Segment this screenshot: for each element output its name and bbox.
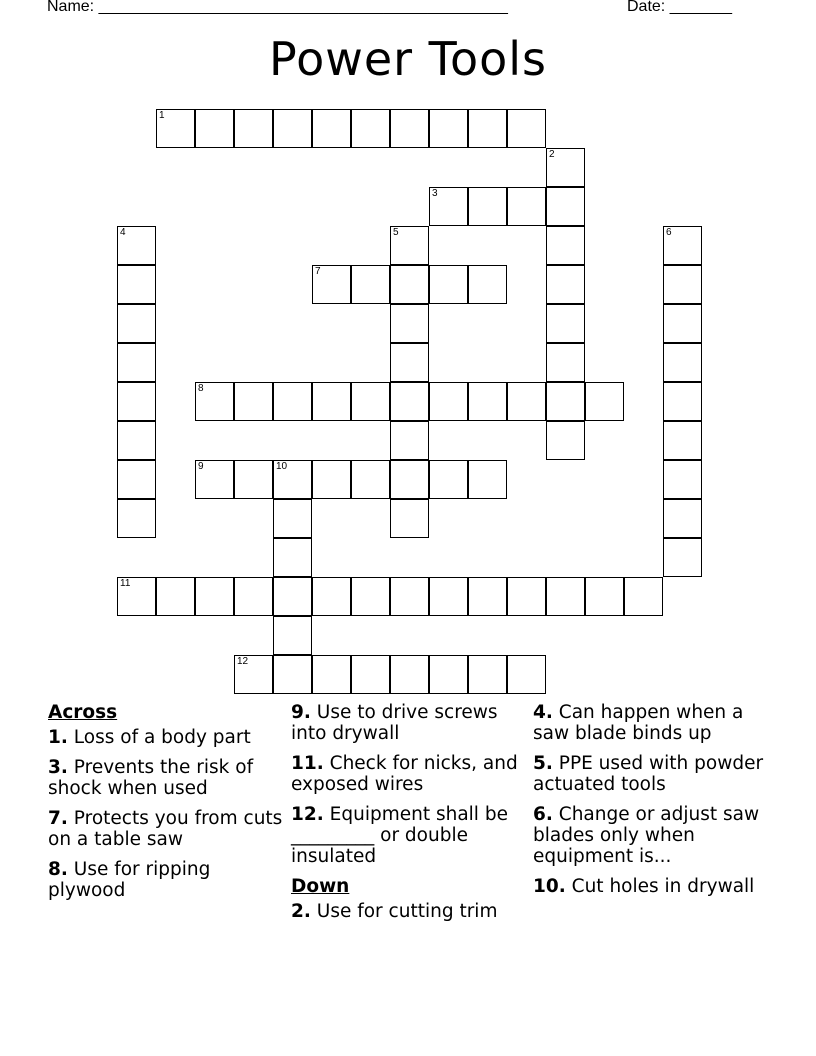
- clue-number: 4: [120, 227, 126, 238]
- grid-cell[interactable]: [390, 499, 429, 538]
- grid-cell[interactable]: [390, 304, 429, 343]
- grid-cell[interactable]: [156, 109, 195, 148]
- grid-cell[interactable]: [507, 382, 546, 421]
- grid-cell[interactable]: [273, 616, 312, 655]
- grid-cell[interactable]: [585, 577, 624, 616]
- grid-cell[interactable]: [390, 343, 429, 382]
- grid-cell[interactable]: [468, 109, 507, 148]
- grid-cell[interactable]: [429, 265, 468, 304]
- grid-cell[interactable]: [351, 577, 390, 616]
- grid-cell[interactable]: [468, 187, 507, 226]
- clue-down-5: 5. PPE used with powder actuated tools: [533, 753, 764, 795]
- grid-cell[interactable]: [390, 577, 429, 616]
- grid-cell[interactable]: [468, 265, 507, 304]
- grid-cell[interactable]: [546, 265, 585, 304]
- grid-cell[interactable]: [351, 382, 390, 421]
- grid-cell[interactable]: [507, 655, 546, 694]
- grid-cell[interactable]: [663, 226, 702, 265]
- grid-cell[interactable]: [429, 187, 468, 226]
- grid-cell[interactable]: [663, 499, 702, 538]
- grid-cell[interactable]: [390, 421, 429, 460]
- clue-across-12: 12. Equipment shall be _________ or double insulated: [291, 804, 508, 867]
- grid-cell[interactable]: [585, 382, 624, 421]
- clue-number: 3: [432, 188, 438, 199]
- grid-cell[interactable]: [273, 460, 312, 499]
- grid-cell[interactable]: [429, 109, 468, 148]
- grid-cell[interactable]: [234, 655, 273, 694]
- grid-cell[interactable]: [663, 382, 702, 421]
- clue-number: 8: [198, 383, 204, 394]
- clue-number: 9: [198, 461, 204, 472]
- grid-cell[interactable]: [273, 499, 312, 538]
- grid-cell[interactable]: [273, 538, 312, 577]
- clue-across-1: 1. Loss of a body part: [48, 727, 251, 748]
- grid-cell[interactable]: [546, 187, 585, 226]
- grid-cell[interactable]: [507, 187, 546, 226]
- clue-across-9: 9. Use to drive screws into drywall: [291, 702, 498, 744]
- clue-across-11: 11. Check for nicks, and exposed wires: [291, 753, 518, 795]
- grid-cell[interactable]: [546, 148, 585, 187]
- grid-cell[interactable]: [117, 499, 156, 538]
- clue-across-8: 8. Use for ripping plywood: [48, 859, 211, 901]
- clue-number: 6: [666, 227, 672, 238]
- grid-cell[interactable]: [663, 265, 702, 304]
- grid-cell[interactable]: [546, 577, 585, 616]
- clue-across-7: 7. Protects you from cuts on a table saw: [48, 808, 283, 850]
- grid-cell[interactable]: [351, 265, 390, 304]
- grid-cell[interactable]: [390, 226, 429, 265]
- grid-cell[interactable]: [195, 577, 234, 616]
- grid-cell[interactable]: [351, 109, 390, 148]
- grid-cell[interactable]: [312, 382, 351, 421]
- grid-cell[interactable]: [117, 304, 156, 343]
- grid-cell[interactable]: [468, 460, 507, 499]
- across-heading: Across: [48, 702, 118, 723]
- grid-cell[interactable]: [390, 460, 429, 499]
- page-title: Power Tools: [268, 32, 547, 86]
- grid-cell[interactable]: [624, 577, 663, 616]
- grid-cell[interactable]: [546, 421, 585, 460]
- clue-number: 5: [393, 227, 399, 238]
- grid-cell[interactable]: [507, 577, 546, 616]
- clue-number: 12: [237, 656, 249, 667]
- grid-cell[interactable]: [663, 421, 702, 460]
- clues-column-2: [291, 702, 527, 931]
- grid-cell[interactable]: [312, 109, 351, 148]
- grid-cell[interactable]: [390, 655, 429, 694]
- grid-cell[interactable]: [663, 460, 702, 499]
- clue-down-4: 4. Can happen when a saw blade binds up: [533, 702, 744, 744]
- grid-cell[interactable]: [273, 109, 312, 148]
- down-heading: Down: [291, 876, 350, 897]
- grid-cell[interactable]: [429, 577, 468, 616]
- grid-cell[interactable]: [117, 577, 156, 616]
- grid-cell[interactable]: [156, 577, 195, 616]
- clue-down-6: 6. Change or adjust saw blades only when equipment is...: [533, 804, 760, 867]
- grid-cell[interactable]: [117, 382, 156, 421]
- grid-cell[interactable]: [273, 577, 312, 616]
- grid-cell[interactable]: [390, 382, 429, 421]
- clue-number: 2: [549, 149, 555, 160]
- grid-cell[interactable]: [351, 460, 390, 499]
- grid-cell[interactable]: [117, 460, 156, 499]
- grid-cell[interactable]: [468, 655, 507, 694]
- grid-cell[interactable]: [429, 460, 468, 499]
- grid-cell[interactable]: [468, 382, 507, 421]
- clue-number: 10: [276, 461, 288, 472]
- grid-cell[interactable]: [195, 109, 234, 148]
- clues-column-3: [533, 702, 769, 906]
- grid-cell[interactable]: [273, 655, 312, 694]
- grid-cell[interactable]: [234, 577, 273, 616]
- name-field-label[interactable]: Name: ______________________________________________: [47, 0, 508, 15]
- grid-cell[interactable]: [117, 265, 156, 304]
- grid-cell[interactable]: [546, 382, 585, 421]
- grid-cell[interactable]: [312, 655, 351, 694]
- grid-cell[interactable]: [663, 343, 702, 382]
- clue-number: 7: [315, 266, 321, 277]
- grid-cell[interactable]: [195, 460, 234, 499]
- grid-cell[interactable]: [195, 382, 234, 421]
- grid-cell[interactable]: [507, 109, 546, 148]
- grid-cell[interactable]: [234, 460, 273, 499]
- grid-cell[interactable]: [234, 109, 273, 148]
- grid-cell[interactable]: [546, 343, 585, 382]
- grid-cell[interactable]: [234, 382, 273, 421]
- grid-cell[interactable]: [546, 304, 585, 343]
- grid-cell[interactable]: [312, 265, 351, 304]
- grid-cell[interactable]: [273, 382, 312, 421]
- grid-cell[interactable]: [351, 655, 390, 694]
- clue-number: 1: [159, 110, 165, 121]
- grid-cell[interactable]: [117, 343, 156, 382]
- grid-cell[interactable]: [117, 421, 156, 460]
- grid-cell[interactable]: [663, 304, 702, 343]
- clues-column-1: [48, 702, 284, 910]
- grid-cell[interactable]: [312, 460, 351, 499]
- clue-down-10: 10. Cut holes in drywall: [533, 876, 755, 897]
- grid-cell[interactable]: [390, 265, 429, 304]
- clue-number: 11: [120, 578, 131, 589]
- grid-cell[interactable]: [546, 226, 585, 265]
- clue-across-3: 3. Prevents the risk of shock when used: [48, 757, 254, 799]
- date-field-label[interactable]: Date: _______: [627, 0, 732, 15]
- grid-cell[interactable]: [468, 577, 507, 616]
- grid-cell[interactable]: [117, 226, 156, 265]
- grid-cell[interactable]: [390, 109, 429, 148]
- grid-cell[interactable]: [663, 538, 702, 577]
- grid-cell[interactable]: [429, 382, 468, 421]
- clue-down-2: 2. Use for cutting trim: [291, 901, 498, 922]
- grid-cell[interactable]: [429, 655, 468, 694]
- grid-cell[interactable]: [312, 577, 351, 616]
